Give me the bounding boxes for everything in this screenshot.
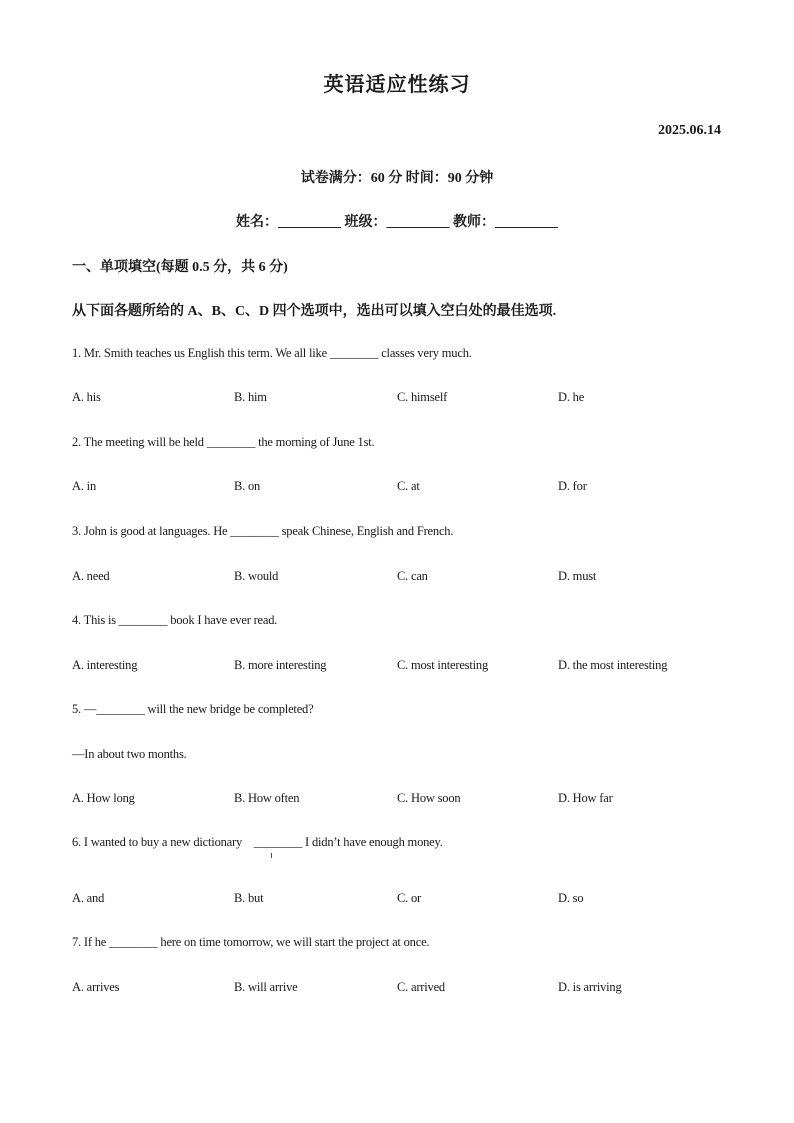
question-3-option-d: D. must xyxy=(558,569,597,583)
student-info-line: 姓名：_________ 班级：_________ 教师：_________ xyxy=(236,215,558,230)
question-5-stem: 5. —________ will the new bridge be completed? xyxy=(72,702,314,716)
question-4-option-d: D. the most interesting xyxy=(558,658,668,672)
question-3-option-a: A. need xyxy=(72,569,110,583)
question-4-stem: 4. This is ________ book I have ever read. xyxy=(72,613,278,627)
question-1-option-d: D. he xyxy=(558,390,585,404)
section-instruction: 从下面各题所给的 A、B、C、D 四个选项中，选出可以填入空白处的最佳选项. xyxy=(72,304,557,319)
question-7-option-a: A. arrives xyxy=(72,980,120,994)
question-5-option-c: C. How soon xyxy=(397,791,461,805)
question-6-option-b: B. but xyxy=(234,891,264,905)
question-6-option-d: D. so xyxy=(558,891,584,905)
question-5-option-d: D. How far xyxy=(558,791,613,805)
question-7-option-d: D. is arriving xyxy=(558,980,622,994)
question-7-stem: 7. If he ________ here on time tomorrow, we will start the project at once. xyxy=(72,935,430,949)
question-4-option-c: C. most interesting xyxy=(397,658,488,672)
question-6-stem: 6. I wanted to buy a new dictionary ________ I didn’t have enough money. xyxy=(72,835,443,849)
question-7-option-c: C. arrived xyxy=(397,980,445,994)
question-3-stem: 3. John is good at languages. He ________ speak Chinese, English and French. xyxy=(72,524,454,538)
question-2-option-b: B. on xyxy=(234,479,261,493)
question-2-option-a: A. in xyxy=(72,479,97,493)
score-time-line: 试卷满分：60 分 时间：90 分钟 xyxy=(300,171,494,186)
comma-mark xyxy=(271,853,272,858)
section-title: 一、单项填空(每题 0.5 分，共 6 分) xyxy=(72,260,288,275)
question-2-stem: 2. The meeting will be held ________ the morning of June 1st. xyxy=(72,435,375,449)
question-6-option-a: A. and xyxy=(72,891,105,905)
question-7-option-b: B. will arrive xyxy=(234,980,298,994)
question-6-option-c: C. or xyxy=(397,891,422,905)
question-5-option-b: B. How often xyxy=(234,791,300,805)
question-1-option-a: A. his xyxy=(72,390,101,404)
question-3-option-b: B. would xyxy=(234,569,279,583)
question-3-option-c: C. can xyxy=(397,569,428,583)
question-5-option-a: A. How long xyxy=(72,791,135,805)
question-1-option-c: C. himself xyxy=(397,390,448,404)
question-5-reply: —In about two months. xyxy=(72,747,187,761)
question-1-stem: 1. Mr. Smith teaches us English this term. We all like ________ classes very much. xyxy=(72,346,472,360)
page-title: 英语适应性练习 xyxy=(323,74,471,96)
question-2-option-d: D. for xyxy=(558,479,587,493)
exam-date: 2025.06.14 xyxy=(658,123,721,138)
question-1-option-b: B. him xyxy=(234,390,267,404)
question-2-option-c: C. at xyxy=(397,479,420,493)
question-4-option-b: B. more interesting xyxy=(234,658,327,672)
question-4-option-a: A. interesting xyxy=(72,658,138,672)
